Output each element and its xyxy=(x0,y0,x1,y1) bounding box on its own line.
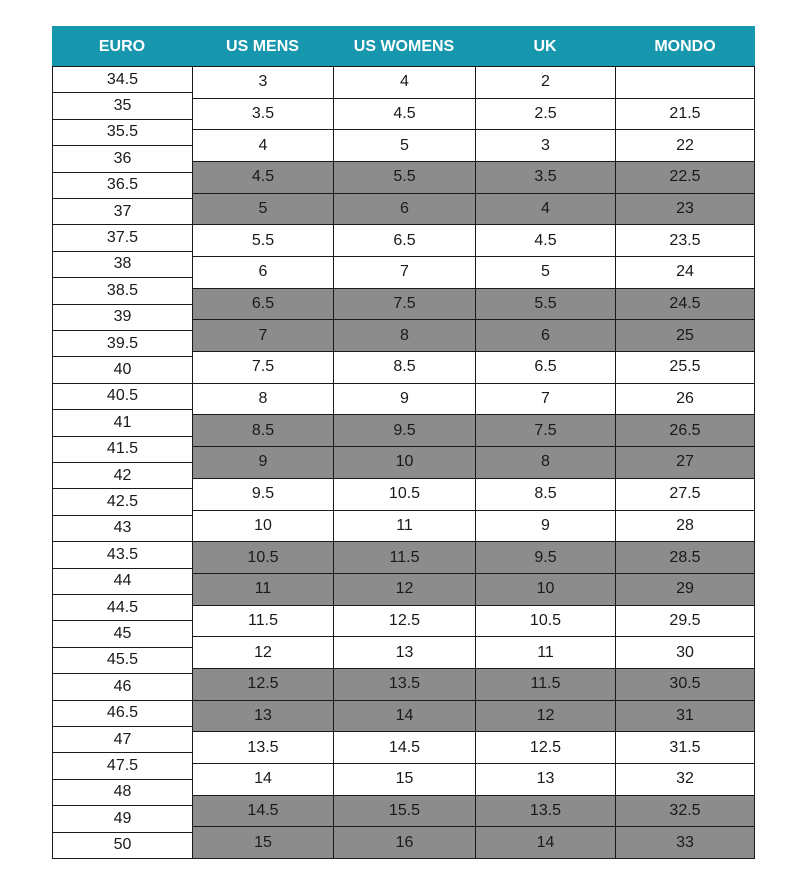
us-mens-cell: 13.5 xyxy=(192,731,334,764)
euro-cell: 49 xyxy=(52,805,193,832)
euro-cell: 47 xyxy=(52,726,193,753)
mondo-cell: 32.5 xyxy=(615,795,755,828)
us-womens-cell: 5 xyxy=(333,129,476,162)
header-us-mens: US MENS xyxy=(226,38,299,55)
mondo-cell: 31 xyxy=(615,700,755,733)
euro-cell: 40.5 xyxy=(52,383,193,410)
us-mens-cell: 4 xyxy=(192,129,334,162)
euro-cell: 39 xyxy=(52,304,193,331)
uk-cell: 3 xyxy=(475,129,616,162)
us-mens-cell: 14.5 xyxy=(192,795,334,828)
header-euro: EURO xyxy=(98,38,146,55)
us-womens-cell: 11.5 xyxy=(333,541,476,574)
mondo-cell: 24 xyxy=(615,256,755,289)
us-womens-cell: 14.5 xyxy=(333,731,476,764)
uk-cell: 8.5 xyxy=(475,478,616,511)
euro-cell: 44 xyxy=(52,568,193,595)
us-womens-cell: 13.5 xyxy=(333,668,476,701)
us-womens-cell: 10 xyxy=(333,446,476,479)
mondo-cell xyxy=(615,66,755,99)
mondo-cell: 31.5 xyxy=(615,731,755,764)
us-womens-cell: 13 xyxy=(333,636,476,669)
header-mondo: MONDO xyxy=(654,38,716,55)
euro-cell: 50 xyxy=(52,832,193,859)
euro-cell: 42 xyxy=(52,462,193,489)
header-us-womens: US WOMENS xyxy=(353,38,455,55)
mondo-cell: 29 xyxy=(615,573,755,606)
euro-cell: 44.5 xyxy=(52,594,193,621)
mondo-cell: 22.5 xyxy=(615,161,755,194)
mondo-cell: 32 xyxy=(615,763,755,796)
euro-cell: 46.5 xyxy=(52,700,193,727)
mondo-cell: 28.5 xyxy=(615,541,755,574)
us-womens-cell: 11 xyxy=(333,510,476,543)
mondo-cell: 30.5 xyxy=(615,668,755,701)
us-mens-cell: 10 xyxy=(192,510,334,543)
us-mens-cell: 11.5 xyxy=(192,605,334,638)
euro-cell: 40 xyxy=(52,356,193,383)
us-womens-cell: 6.5 xyxy=(333,224,476,257)
uk-cell: 8 xyxy=(475,446,616,479)
us-mens-cell: 6 xyxy=(192,256,334,289)
euro-cell: 35.5 xyxy=(52,119,193,146)
uk-cell: 13.5 xyxy=(475,795,616,828)
us-mens-cell: 5 xyxy=(192,193,334,226)
us-mens-cell: 14 xyxy=(192,763,334,796)
us-womens-cell: 9.5 xyxy=(333,414,476,447)
uk-cell: 12.5 xyxy=(475,731,616,764)
us-womens-cell: 15.5 xyxy=(333,795,476,828)
euro-cell: 41.5 xyxy=(52,436,193,463)
mondo-cell: 23 xyxy=(615,193,755,226)
mondo-cell: 30 xyxy=(615,636,755,669)
euro-cell: 37.5 xyxy=(52,224,193,251)
us-mens-cell: 7 xyxy=(192,319,334,352)
uk-cell: 2.5 xyxy=(475,98,616,131)
us-mens-cell: 13 xyxy=(192,700,334,733)
euro-cell: 38 xyxy=(52,251,193,278)
uk-cell: 14 xyxy=(475,826,616,859)
mondo-cell: 33 xyxy=(615,826,755,859)
euro-cell: 47.5 xyxy=(52,752,193,779)
mondo-cell: 25.5 xyxy=(615,351,755,384)
us-mens-cell: 8 xyxy=(192,383,334,416)
us-mens-cell: 9 xyxy=(192,446,334,479)
uk-cell: 6 xyxy=(475,319,616,352)
euro-cell: 48 xyxy=(52,779,193,806)
euro-cell: 36.5 xyxy=(52,172,193,199)
uk-cell: 10.5 xyxy=(475,605,616,638)
us-womens-cell: 4.5 xyxy=(333,98,476,131)
us-womens-cell: 12.5 xyxy=(333,605,476,638)
euro-cell: 42.5 xyxy=(52,488,193,515)
us-womens-cell: 16 xyxy=(333,826,476,859)
uk-cell: 5.5 xyxy=(475,288,616,321)
us-womens-cell: 14 xyxy=(333,700,476,733)
uk-cell: 11 xyxy=(475,636,616,669)
uk-cell: 7.5 xyxy=(475,414,616,447)
us-womens-cell: 8 xyxy=(333,319,476,352)
mondo-cell: 29.5 xyxy=(615,605,755,638)
mondo-cell: 21.5 xyxy=(615,98,755,131)
us-mens-cell: 10.5 xyxy=(192,541,334,574)
us-womens-cell: 15 xyxy=(333,763,476,796)
euro-cell: 37 xyxy=(52,198,193,225)
us-mens-cell: 3 xyxy=(192,66,334,99)
euro-cell: 36 xyxy=(52,145,193,172)
uk-cell: 12 xyxy=(475,700,616,733)
us-womens-cell: 4 xyxy=(333,66,476,99)
euro-cell: 34.5 xyxy=(52,66,193,93)
us-mens-cell: 6.5 xyxy=(192,288,334,321)
mondo-cell: 25 xyxy=(615,319,755,352)
euro-cell: 46 xyxy=(52,673,193,700)
mondo-cell: 27.5 xyxy=(615,478,755,511)
euro-cell: 43.5 xyxy=(52,541,193,568)
euro-cell: 45.5 xyxy=(52,647,193,674)
uk-cell: 13 xyxy=(475,763,616,796)
mondo-cell: 23.5 xyxy=(615,224,755,257)
uk-cell: 6.5 xyxy=(475,351,616,384)
us-mens-cell: 7.5 xyxy=(192,351,334,384)
us-mens-cell: 12 xyxy=(192,636,334,669)
us-mens-cell: 5.5 xyxy=(192,224,334,257)
uk-cell: 9 xyxy=(475,510,616,543)
mondo-cell: 24.5 xyxy=(615,288,755,321)
mondo-cell: 26 xyxy=(615,383,755,416)
euro-cell: 35 xyxy=(52,92,193,119)
us-mens-cell: 4.5 xyxy=(192,161,334,194)
us-mens-cell: 15 xyxy=(192,826,334,859)
uk-cell: 4.5 xyxy=(475,224,616,257)
euro-cell: 45 xyxy=(52,620,193,647)
us-womens-cell: 9 xyxy=(333,383,476,416)
euro-cell: 39.5 xyxy=(52,330,193,357)
mondo-cell: 28 xyxy=(615,510,755,543)
mondo-cell: 26.5 xyxy=(615,414,755,447)
us-mens-cell: 9.5 xyxy=(192,478,334,511)
us-womens-cell: 6 xyxy=(333,193,476,226)
mondo-cell: 27 xyxy=(615,446,755,479)
us-mens-cell: 8.5 xyxy=(192,414,334,447)
uk-cell: 11.5 xyxy=(475,668,616,701)
uk-cell: 10 xyxy=(475,573,616,606)
us-womens-cell: 12 xyxy=(333,573,476,606)
uk-cell: 7 xyxy=(475,383,616,416)
us-womens-cell: 7 xyxy=(333,256,476,289)
uk-cell: 3.5 xyxy=(475,161,616,194)
header-uk: UK xyxy=(533,38,557,55)
us-mens-cell: 11 xyxy=(192,573,334,606)
euro-cell: 41 xyxy=(52,409,193,436)
mondo-cell: 22 xyxy=(615,129,755,162)
uk-cell: 2 xyxy=(475,66,616,99)
us-womens-cell: 10.5 xyxy=(333,478,476,511)
us-womens-cell: 8.5 xyxy=(333,351,476,384)
us-womens-cell: 5.5 xyxy=(333,161,476,194)
uk-cell: 5 xyxy=(475,256,616,289)
us-womens-cell: 7.5 xyxy=(333,288,476,321)
uk-cell: 4 xyxy=(475,193,616,226)
euro-cell: 38.5 xyxy=(52,277,193,304)
euro-cell: 43 xyxy=(52,515,193,542)
us-mens-cell: 12.5 xyxy=(192,668,334,701)
us-mens-cell: 3.5 xyxy=(192,98,334,131)
uk-cell: 9.5 xyxy=(475,541,616,574)
